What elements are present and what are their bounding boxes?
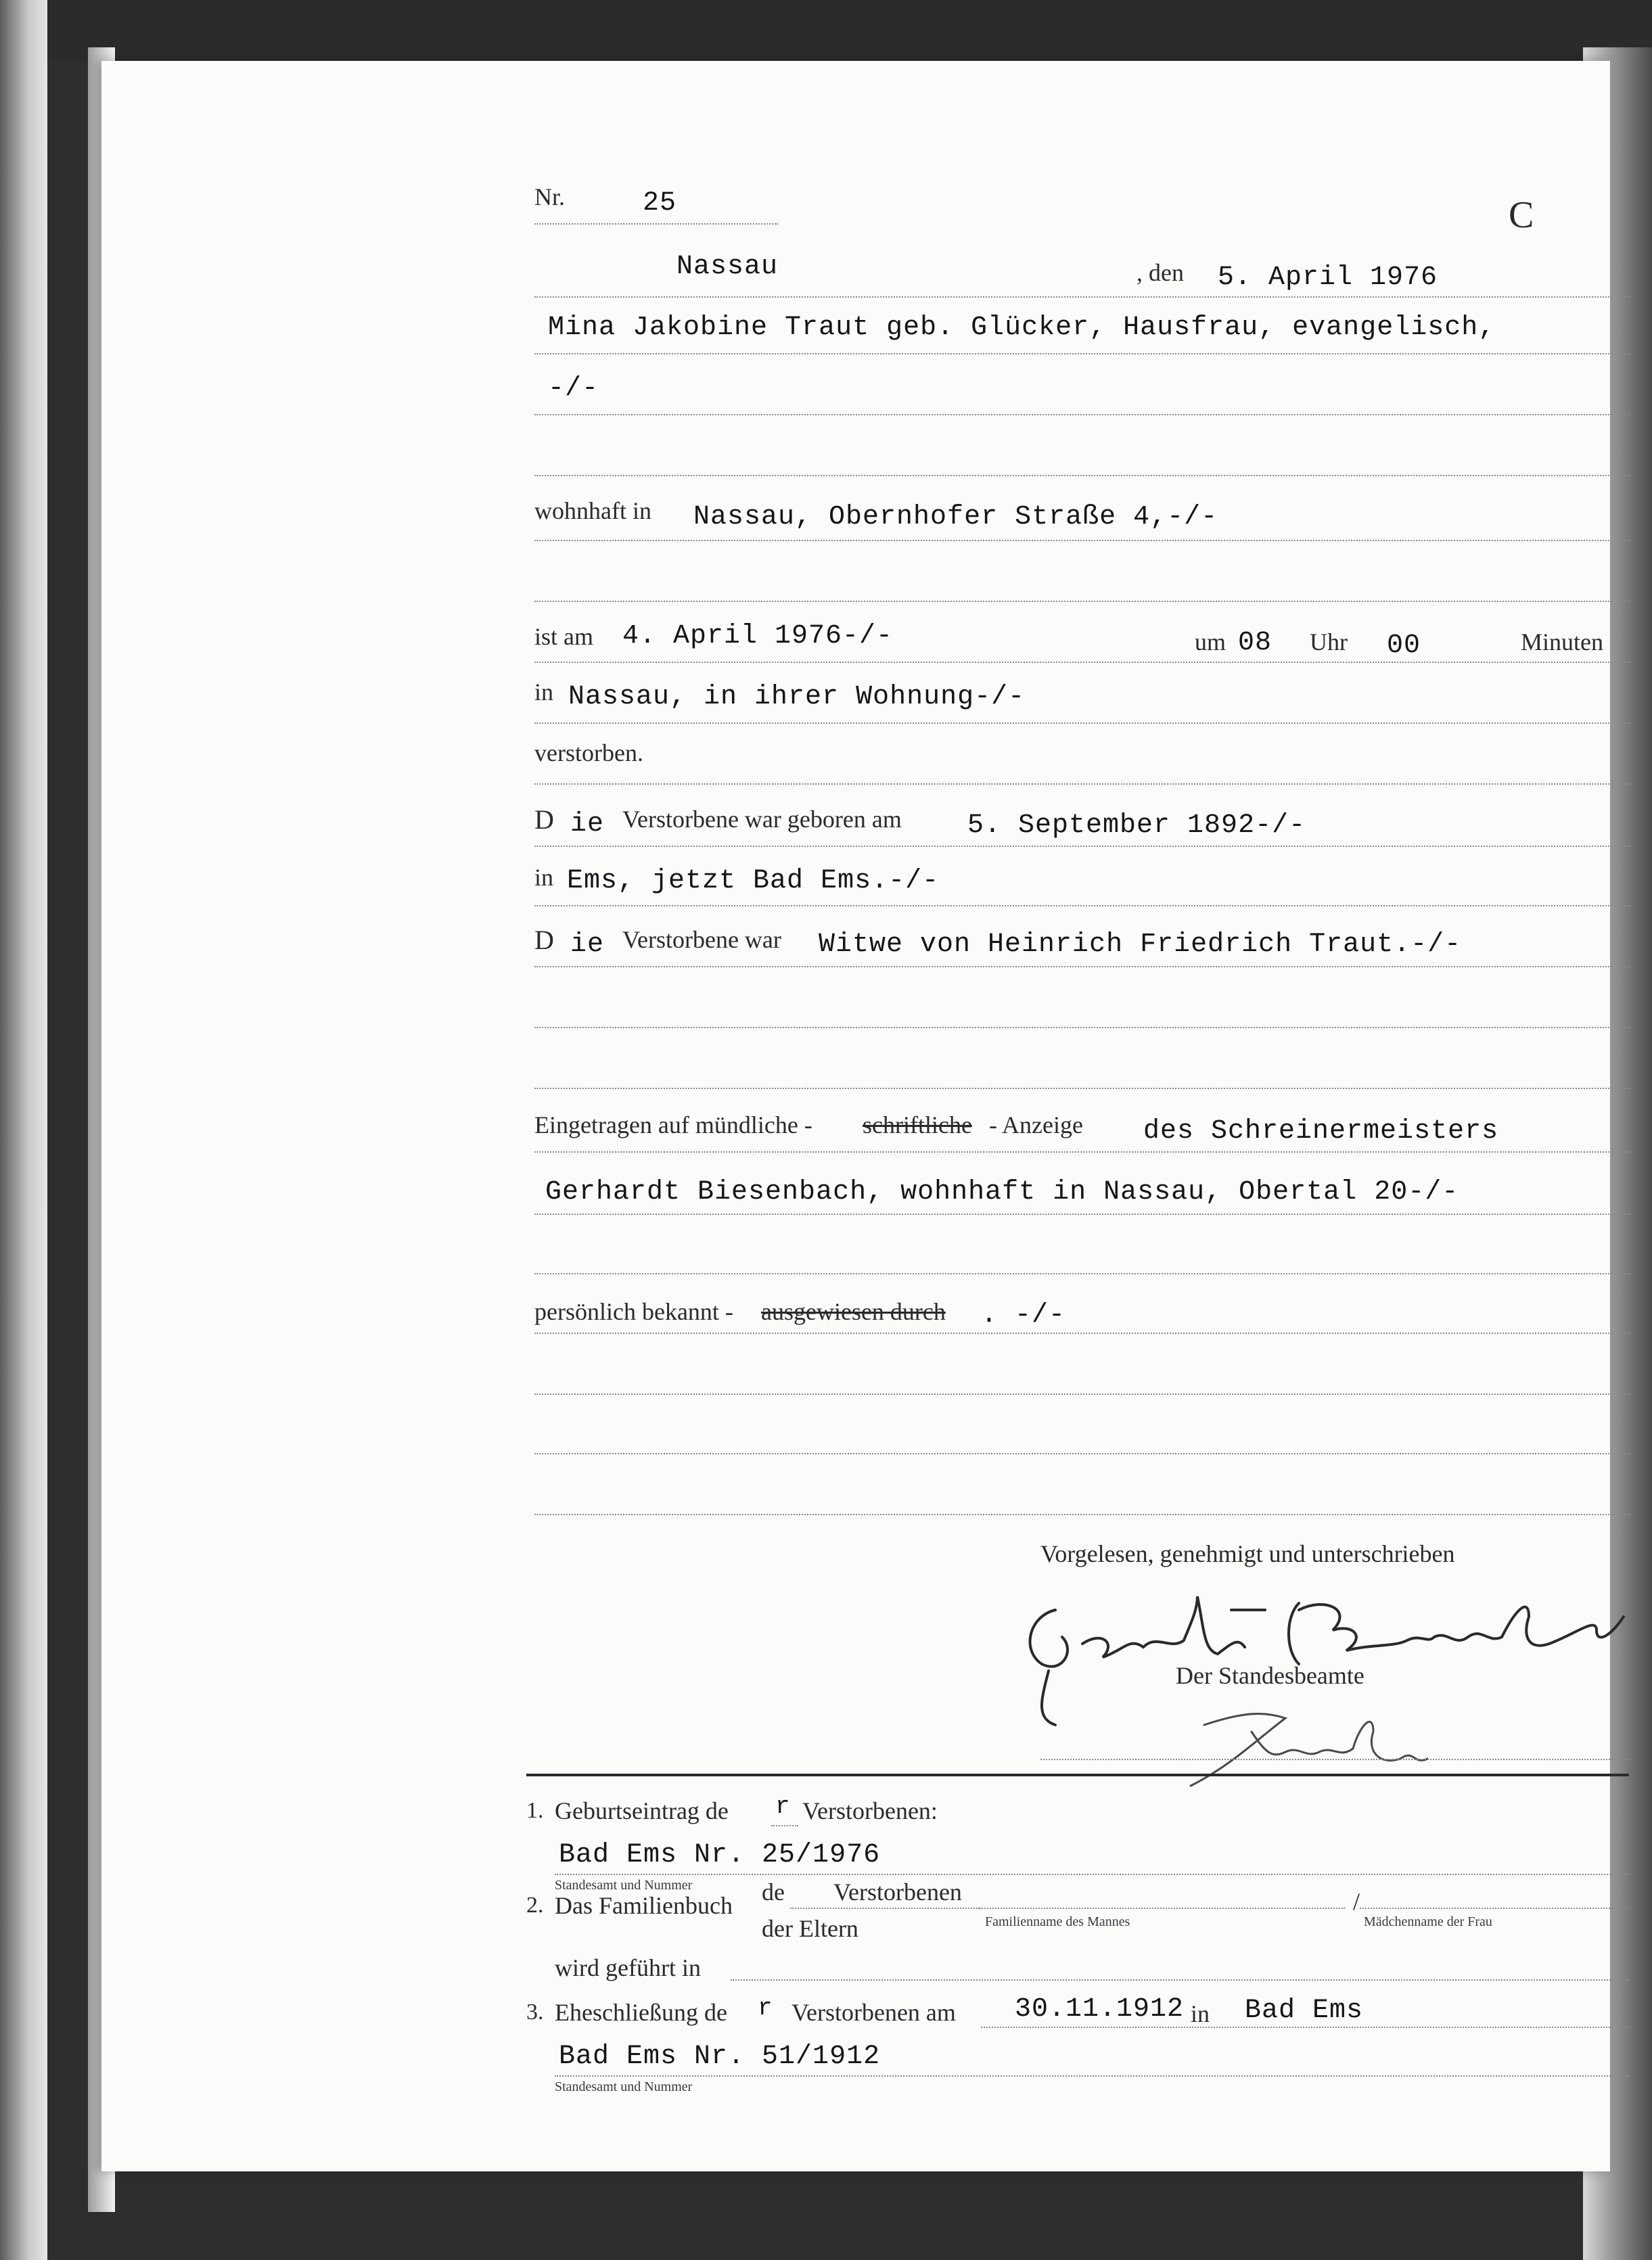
dotted-line [534, 1088, 1630, 1089]
birth-d-label: D [534, 804, 554, 835]
dotted-line [534, 1393, 1630, 1395]
dotted-line [534, 846, 1630, 847]
birth-label: Verstorbene war geboren am [622, 806, 902, 833]
registrar-signature [1157, 1684, 1509, 1799]
dotted-line [534, 1027, 1630, 1028]
dotted-line [534, 414, 1630, 415]
nr-label: Nr. [534, 183, 565, 210]
dotted-line [534, 1214, 1630, 1215]
dotted-line [980, 1908, 1345, 1909]
dotted-line [1040, 1759, 1629, 1760]
dotted-line [534, 601, 1630, 602]
residence-value: Nassau, Obernhofer Straße 4,-/- [693, 502, 1218, 532]
dotted-line [534, 662, 1630, 663]
registration-label-a: Eingetragen auf mündliche - [534, 1111, 812, 1138]
birth-ie: ie [570, 809, 605, 839]
item3-fill: r [758, 1994, 773, 2022]
item2-eltern: der Eltern [762, 1915, 858, 1942]
residence-label: wohnhaft in [534, 497, 651, 524]
dotted-line [534, 1151, 1630, 1153]
marriage-place: Bad Ems [1245, 1996, 1364, 2026]
dotted-line [534, 223, 778, 225]
husband-name-label: Familienname des Mannes [985, 1914, 1130, 1929]
footer-rule [526, 1774, 1629, 1776]
item3-label-a: Eheschließung de [555, 1999, 727, 2026]
status-label: Verstorbene war [622, 926, 781, 953]
birth-date: 5. September 1892-/- [967, 810, 1306, 841]
status-ie: ie [570, 929, 605, 960]
verstorben-label: verstorben. [534, 739, 643, 766]
registration-value-2: Gerhardt Biesenbach, wohnhaft in Nassau, Obertal 20-/- [545, 1177, 1459, 1207]
dotted-line [534, 722, 1630, 724]
identity-label: persönlich bekannt - [534, 1298, 733, 1325]
death-minute: 00 [1387, 630, 1421, 661]
book-left-edge [0, 0, 47, 2260]
death-hour: 08 [1238, 628, 1272, 658]
register-page [101, 61, 1610, 2171]
nr-value: 25 [643, 188, 677, 218]
dotted-line [731, 1979, 1629, 1981]
status-value: Witwe von Heinrich Friedrich Traut.-/- [819, 929, 1462, 960]
registration-struck: schriftliche [863, 1111, 972, 1138]
item1-fill: r [775, 1793, 791, 1820]
minuten-label: Minuten [1521, 628, 1603, 655]
dotted-line [790, 1908, 980, 1909]
dotted-line [771, 1825, 798, 1826]
identity-value: . -/- [981, 1300, 1066, 1331]
dotted-line [1360, 1908, 1629, 1909]
dotted-line [534, 905, 1630, 906]
item1-number: 1. [526, 1798, 544, 1823]
item1-standesamt-label: Standesamt und Nummer [555, 1878, 693, 1893]
dotted-line [534, 475, 1630, 476]
death-date: 4. April 1976-/- [622, 621, 894, 651]
dotted-line [534, 1453, 1630, 1454]
birth-in-label: in [534, 864, 554, 891]
item3-label-b: Verstorbenen am [791, 1999, 956, 2026]
dotted-line [534, 1333, 1630, 1334]
dotted-line [534, 540, 1630, 541]
status-d-label: D [534, 925, 554, 955]
dotted-line [534, 1273, 1630, 1274]
item2-de: de [762, 1878, 785, 1906]
read-approved-label: Vorgelesen, genehmigt und unterschrieben [1040, 1540, 1455, 1567]
person-line-2: -/- [548, 373, 599, 404]
item2-label: Das Familienbuch [555, 1892, 733, 1919]
dotted-line [555, 1874, 1629, 1875]
dotted-line [534, 783, 1630, 785]
entry-date: 5. April 1976 [1218, 262, 1438, 293]
birth-place: Ems, jetzt Bad Ems.-/- [567, 866, 940, 896]
scanner-background [0, 0, 1652, 61]
item3-value: Bad Ems Nr. 51/1912 [559, 2042, 881, 2072]
item1-value: Bad Ems Nr. 25/1976 [559, 1840, 881, 1870]
marriage-in-label: in [1191, 2000, 1210, 2027]
place: Nassau [676, 252, 779, 282]
item2-fill: Verstorbenen [833, 1878, 962, 1906]
item3-number: 3. [526, 2000, 544, 2025]
identity-struck: ausgewiesen durch [761, 1298, 946, 1325]
name-slash: / [1353, 1888, 1360, 1915]
death-place: Nassau, in ihrer Wohnung-/- [568, 682, 1026, 712]
dotted-line [555, 2075, 1629, 2077]
registration-label-b: - Anzeige [989, 1111, 1083, 1138]
item1-label-b: Verstorbenen: [802, 1797, 938, 1824]
wife-name-label: Mädchenname der Frau [1364, 1914, 1492, 1929]
dotted-line [534, 353, 1630, 354]
item1-label-a: Geburtseintrag de [555, 1797, 729, 1824]
den-label: , den [1137, 259, 1184, 286]
dotted-line [534, 1514, 1630, 1515]
ist-am-label: ist am [534, 623, 593, 650]
dotted-line [981, 2027, 1629, 2028]
death-in-label: in [534, 678, 554, 706]
dotted-line [534, 296, 1630, 298]
dotted-line [534, 966, 1630, 967]
wird-gefuehrt-label: wird geführt in [555, 1954, 701, 1981]
registrar-label: Der Standesbeamte [1176, 1662, 1364, 1689]
marriage-date: 30.11.1912 [1015, 1994, 1185, 2025]
um-label: um [1195, 628, 1226, 655]
person-line-1: Mina Jakobine Traut geb. Glücker, Hausfrau, evangelisch, [548, 313, 1496, 343]
item3-standesamt-label: Standesamt und Nummer [555, 2079, 693, 2094]
register-letter: C [1509, 194, 1534, 236]
registration-value-1: des Schreinermeisters [1143, 1116, 1499, 1147]
uhr-label: Uhr [1310, 628, 1348, 655]
item2-number: 2. [526, 1893, 544, 1918]
